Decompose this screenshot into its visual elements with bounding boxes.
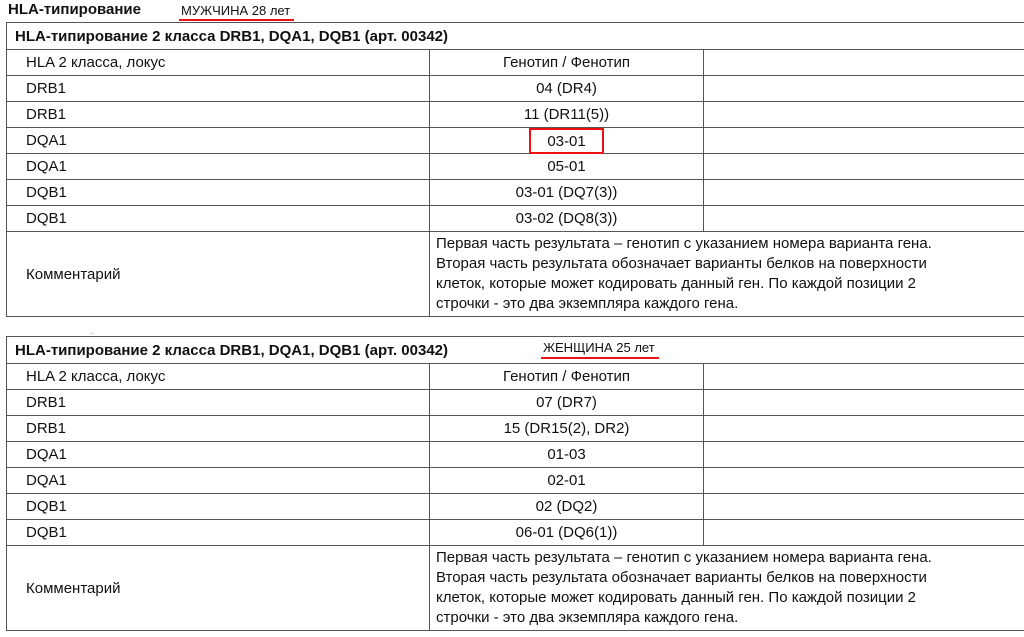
table-header: HLA-типирование 2 класса DRB1, DQA1, DQB1 (арт. 00342) xyxy=(7,23,1024,50)
genotype-cell: 06-01 (DQ6(1)) xyxy=(430,520,704,546)
empty-cell xyxy=(704,102,1024,128)
empty-cell xyxy=(704,494,1024,520)
stray-mark: - xyxy=(90,328,93,338)
red-underline xyxy=(179,19,294,21)
column-header-genotype: Генотип / Фенотип xyxy=(430,364,704,390)
column-header-row xyxy=(7,50,1024,76)
table-row xyxy=(7,102,1024,128)
comment-label: Комментарий xyxy=(7,232,430,317)
comment-label: Комментарий xyxy=(7,546,430,631)
locus-cell: DQA1 xyxy=(7,154,430,180)
hla-table-male xyxy=(6,22,1024,317)
locus-cell: DQA1 xyxy=(7,442,430,468)
empty-cell xyxy=(704,364,1024,390)
comment-text xyxy=(430,546,1024,631)
locus-cell: DQB1 xyxy=(7,494,430,520)
table-row xyxy=(7,416,1024,442)
locus-cell: DRB1 xyxy=(7,76,430,102)
table-row xyxy=(7,180,1024,206)
genotype-cell: 02-01 xyxy=(430,468,704,494)
patient-tag-male xyxy=(181,3,290,18)
patient-tag-female xyxy=(543,340,655,355)
comment-line: Первая часть результата – генотип с указанием номера варианта гена. xyxy=(436,235,932,252)
table-row xyxy=(7,154,1024,180)
genotype-cell: 01-03 xyxy=(430,442,704,468)
table-row xyxy=(7,520,1024,546)
table-header-row xyxy=(7,337,1024,364)
empty-cell xyxy=(704,468,1024,494)
comment-line: строчки - это два экземпляра каждого гена. xyxy=(436,295,739,312)
locus-cell: DQB1 xyxy=(7,520,430,546)
locus-cell: DQB1 xyxy=(7,206,430,232)
table-row xyxy=(7,442,1024,468)
empty-cell xyxy=(704,154,1024,180)
table-row xyxy=(7,76,1024,102)
table-header-row xyxy=(7,23,1024,50)
comment-line: Первая часть результата – генотип с указанием номера варианта гена. xyxy=(436,549,932,566)
comment-line: Вторая часть результата обозначает варианты белков на поверхности xyxy=(436,255,927,272)
genotype-cell: 05-01 xyxy=(430,154,704,180)
empty-cell xyxy=(704,416,1024,442)
empty-cell xyxy=(704,520,1024,546)
empty-cell xyxy=(704,390,1024,416)
empty-cell xyxy=(704,50,1024,76)
empty-cell xyxy=(704,180,1024,206)
column-header-row xyxy=(7,364,1024,390)
locus-cell: DRB1 xyxy=(7,102,430,128)
genotype-cell: 03-01 (DQ7(3)) xyxy=(430,180,704,206)
patient-tag-label: ЖЕНЩИНА 25 лет xyxy=(543,340,655,355)
comment-row xyxy=(7,232,1024,317)
locus-cell: DQB1 xyxy=(7,180,430,206)
genotype-cell: 07 (DR7) xyxy=(430,390,704,416)
table-row xyxy=(7,206,1024,232)
genotype-cell: 02 (DQ2) xyxy=(430,494,704,520)
patient-tag-label: МУЖЧИНА 28 лет xyxy=(181,3,291,18)
red-underline xyxy=(541,357,659,359)
empty-cell xyxy=(704,442,1024,468)
table-header-text: HLA-типирование 2 класса DRB1, DQA1, DQB1 (арт. 00342) xyxy=(15,341,449,359)
column-header-genotype: Генотип / Фенотип xyxy=(430,50,704,76)
column-header-locus: HLA 2 класса, локус xyxy=(7,50,430,76)
comment-line: клеток, которые может кодировать данный ген. По каждой позиции 2 xyxy=(436,589,917,606)
comment-line: клеток, которые может кодировать данный ген. По каждой позиции 2 xyxy=(436,275,917,292)
table-row xyxy=(7,390,1024,416)
table-row xyxy=(7,494,1024,520)
genotype-cell: 04 (DR4) xyxy=(430,76,704,102)
table-row xyxy=(7,468,1024,494)
empty-cell xyxy=(704,76,1024,102)
locus-cell: DQA1 xyxy=(7,468,430,494)
locus-cell: DRB1 xyxy=(7,390,430,416)
genotype-cell: 11 (DR11(5)) xyxy=(430,102,704,128)
locus-cell: DRB1 xyxy=(7,416,430,442)
locus-cell: DQA1 xyxy=(7,128,430,154)
genotype-cell: 03-02 (DQ8(3)) xyxy=(430,206,704,232)
comment-row xyxy=(7,546,1024,631)
page-title: HLA-типирование xyxy=(8,1,141,18)
genotype-cell-highlighted xyxy=(430,128,704,154)
red-highlight-box: 03-01 xyxy=(529,128,603,154)
comment-text xyxy=(430,232,1024,317)
empty-cell xyxy=(704,206,1024,232)
table-row xyxy=(7,128,1024,154)
hla-table-female xyxy=(6,336,1024,631)
table-header xyxy=(7,337,1024,364)
empty-cell xyxy=(704,128,1024,154)
comment-line: Вторая часть результата обозначает варианты белков на поверхности xyxy=(436,569,927,586)
comment-line: строчки - это два экземпляра каждого гена. xyxy=(436,609,739,626)
column-header-locus: HLA 2 класса, локус xyxy=(7,364,430,390)
genotype-cell: 15 (DR15(2), DR2) xyxy=(430,416,704,442)
